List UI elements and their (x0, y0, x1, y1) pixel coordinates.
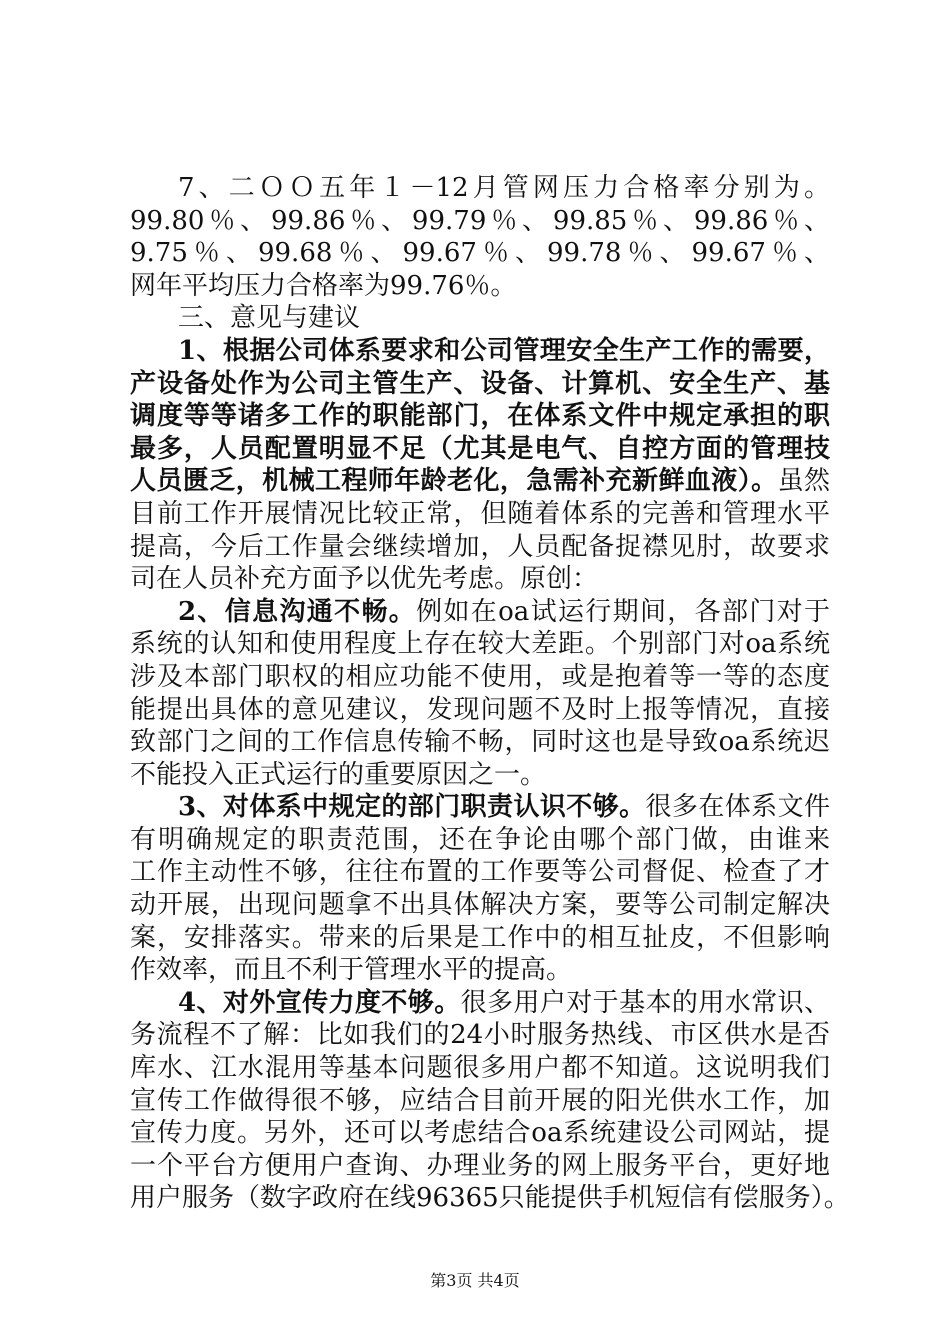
bold-run: 人员匮乏，机械工程师年龄老化，急需补充新鲜血液）。 (130, 466, 778, 497)
text-line: 目前工作开展情况比较正常，但随着体系的完善和管理水平 (130, 498, 830, 529)
text-line: 工作主动性不够，往往布置的工作要等公司督促、检查了才 (130, 857, 830, 888)
text-line: 司在人员补充方面予以优先考虑。原创： (130, 564, 599, 595)
text-line: 1、根据公司体系要求和公司管理安全生产工作的需要， (178, 335, 830, 366)
page-footer (0, 1268, 950, 1291)
text-line: 调度等等诸多工作的职能部门，在体系文件中规定承担的职 (130, 401, 830, 432)
text-line: 系统的认知和使用程度上存在较大差距。个别部门对oa系统 (130, 629, 830, 660)
text-line: 作效率，而且不利于管理水平的提高。 (130, 955, 573, 986)
text-line: 网年平均压力合格率为99.76％。 (130, 270, 517, 301)
page-number: 第3页 共4页 (430, 1271, 520, 1290)
text-line: 务流程不了解：比如我们的24小时服务热线、市区供水是否 (130, 1020, 830, 1051)
text-line: 宣传工作做得很不够，应结合目前开展的阳光供水工作，加 (130, 1085, 830, 1116)
paragraph-suggestion-1 (130, 335, 830, 596)
text-line: 最多，人员配置明显不足（尤其是电气、自控方面的管理技 (130, 433, 830, 464)
paragraph-suggestion-4 (130, 987, 850, 1215)
text-line: 库水、江水混用等基本问题很多用户都不知道。这说明我们 (130, 1053, 830, 1084)
paragraph-suggestion-2 (130, 596, 830, 792)
bold-lead: 3、对体系中规定的部门职责认识不够。 (178, 792, 646, 823)
text-line: 致部门之间的工作信息传输不畅，同时这也是导致oa系统迟 (130, 727, 830, 758)
paragraph-item-7 (130, 172, 830, 302)
text-line (130, 596, 830, 629)
text-line: 涉及本部门职权的相应功能不使用，或是抱着等一等的态度 (130, 661, 830, 692)
text-line: 一个平台方便用户查询、办理业务的网上服务平台，更好地 (130, 1150, 830, 1181)
text-line: 产设备处作为公司主管生产、设备、计算机、安全生产、基 (130, 368, 830, 399)
text-line: 9.75％、99.68％、99.67％、99.78％、99.67％、 (130, 238, 830, 269)
text-line: 案，安排落实。带来的后果是工作中的相互扯皮，不但影响 (130, 922, 830, 953)
text-line: 动开展，出现问题拿不出具体解决方案，要等公司制定解决 (130, 890, 830, 921)
text-line: 能提出具体的意见建议，发现问题不及时上报等情况，直接 (130, 694, 830, 725)
text-line (130, 465, 830, 498)
normal-run: 很多用户对于基本的用水常识、 (460, 987, 830, 1018)
text-line (130, 987, 830, 1020)
text-line: 用户服务（数字政府在线96365只能提供手机短信有偿服务）。 (130, 1183, 850, 1214)
text-line: 有明确规定的职责范围，还在争论由哪个部门做，由谁来 (130, 824, 830, 855)
section-heading: 三、意见与建议 (178, 303, 361, 334)
normal-run: 虽然 (777, 466, 830, 497)
text-line: 99.80％、99.86％、99.79％、99.85％、99.86％、 (130, 205, 830, 236)
text-line: 宣传力度。另外，还可以考虑结合oa系统建设公司网站，提 (130, 1118, 830, 1149)
paragraph-suggestion-3 (130, 791, 830, 987)
normal-run: 很多在体系文件 (645, 792, 830, 823)
bold-lead: 2、信息沟通不畅。 (178, 596, 417, 627)
bold-lead: 4、对外宣传力度不够。 (178, 987, 461, 1018)
text-line: 不能投入正式运行的重要原因之一。 (130, 759, 547, 790)
normal-run: 例如在oa试运行期间，各部门对于 (416, 596, 830, 627)
document-body (130, 172, 850, 1215)
text-line: 7、二ＯＯ五年１－12月管网压力合格率分别为。 (178, 173, 830, 203)
text-line (130, 791, 830, 824)
text-line: 提高，今后工作量会继续增加，人员配备捉襟见肘，故要求 (130, 531, 830, 562)
